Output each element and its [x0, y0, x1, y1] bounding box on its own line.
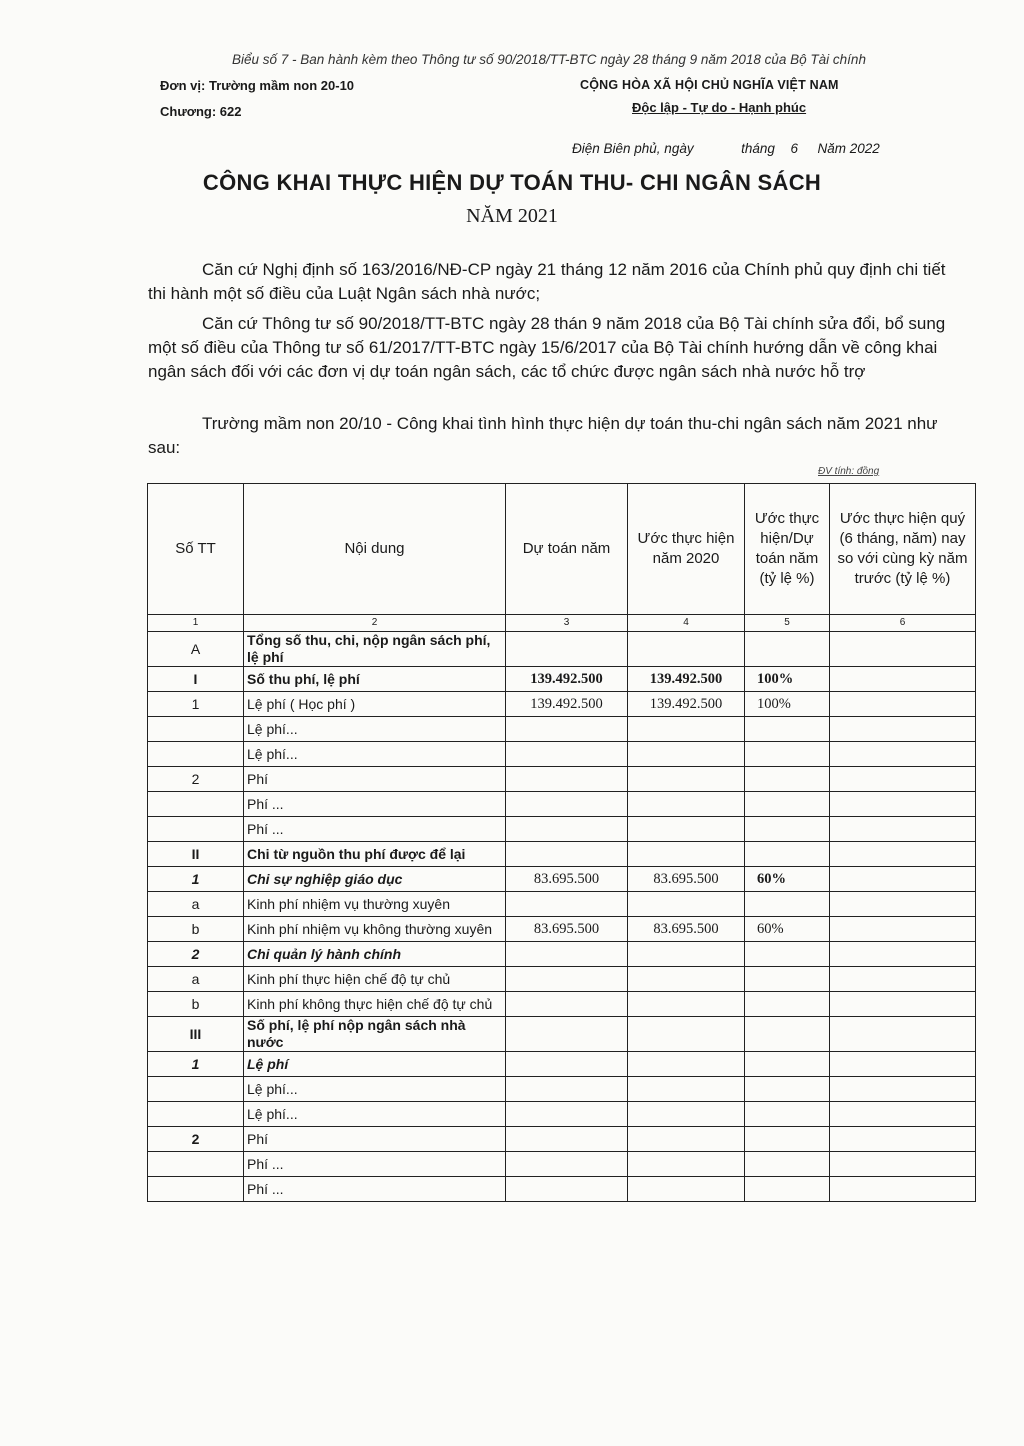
row-actual — [628, 967, 745, 992]
row-content: Tổng số thu, chi, nộp ngân sách phí, lệ phí — [244, 632, 506, 667]
row-content: Số phí, lệ phí nộp ngân sách nhà nước — [244, 1017, 506, 1052]
row-ratio: 60% — [745, 917, 830, 942]
row-estimate — [506, 1017, 628, 1052]
row-compare — [830, 1077, 976, 1102]
row-ratio — [745, 632, 830, 667]
row-estimate — [506, 1102, 628, 1127]
table-row — [148, 632, 976, 667]
row-ratio — [745, 942, 830, 967]
column-index-row — [148, 615, 976, 632]
table-row — [148, 967, 976, 992]
row-estimate — [506, 842, 628, 867]
row-compare — [830, 717, 976, 742]
row-content: Kinh phí thực hiện chế độ tự chủ — [244, 967, 506, 992]
row-ratio — [745, 1017, 830, 1052]
row-estimate: 83.695.500 — [506, 867, 628, 892]
header-actual: Ước thực hiện năm 2020 — [628, 484, 745, 615]
index-cell: 5 — [745, 615, 830, 632]
row-ratio — [745, 992, 830, 1017]
row-compare — [830, 1017, 976, 1052]
row-content: Chi quản lý hành chính — [244, 942, 506, 967]
row-compare — [830, 992, 976, 1017]
national-motto: Độc lập - Tự do - Hạnh phúc — [632, 100, 807, 115]
row-ratio — [745, 1077, 830, 1102]
row-stt — [148, 1152, 244, 1177]
header-ratio: Ước thực hiện/Dự toán năm (tỷ lệ %) — [745, 484, 830, 615]
row-content: Phí ... — [244, 792, 506, 817]
table-row — [148, 892, 976, 917]
row-content: Chi từ nguồn thu phí được để lại — [244, 842, 506, 867]
table-row — [148, 1102, 976, 1127]
row-stt — [148, 817, 244, 842]
table-row — [148, 942, 976, 967]
row-stt — [148, 742, 244, 767]
row-compare — [830, 667, 976, 692]
table-row — [148, 1017, 976, 1052]
row-ratio — [745, 892, 830, 917]
budget-table — [147, 483, 976, 1202]
row-actual: 139.492.500 — [628, 667, 745, 692]
row-content: Phí ... — [244, 1177, 506, 1202]
row-actual — [628, 1177, 745, 1202]
row-content: Phí — [244, 767, 506, 792]
row-stt — [148, 1077, 244, 1102]
row-compare — [830, 1127, 976, 1152]
date-year: Năm 2022 — [817, 141, 880, 156]
header-stt: Số TT — [148, 484, 244, 615]
row-actual — [628, 942, 745, 967]
table-row — [148, 1127, 976, 1152]
row-estimate — [506, 632, 628, 667]
row-estimate — [506, 1127, 628, 1152]
row-ratio — [745, 1102, 830, 1127]
row-estimate: 83.695.500 — [506, 917, 628, 942]
row-actual — [628, 717, 745, 742]
index-cell: 2 — [244, 615, 506, 632]
row-actual — [628, 742, 745, 767]
table-row — [148, 817, 976, 842]
row-compare — [830, 1052, 976, 1077]
row-stt — [148, 717, 244, 742]
table-row — [148, 792, 976, 817]
row-content: Phí ... — [244, 1152, 506, 1177]
row-ratio — [745, 717, 830, 742]
row-stt: 1 — [148, 1052, 244, 1077]
row-content: Phí ... — [244, 817, 506, 842]
row-ratio — [745, 792, 830, 817]
date-month-label: tháng — [741, 141, 775, 156]
row-ratio — [745, 742, 830, 767]
header-estimate: Dự toán năm — [506, 484, 628, 615]
legal-basis-2: Căn cứ Thông tư số 90/2018/TT-BTC ngày 28 thán 9 năm 2018 của Bộ Tài chính sửa đổi, bổ sung một số điều của Thông tư số 61/2017/TT-BTC ngày 15/6/2017 của Bộ Tài chính hướng dẫn về công khai ngân sách đối với các đơn vị dự toán ngân sách, các tổ chức được ngân sách nhà nước hỗ trợ — [148, 314, 946, 381]
index-cell: 1 — [148, 615, 244, 632]
row-content: Phí — [244, 1127, 506, 1152]
row-compare — [830, 692, 976, 717]
header-content: Nội dung — [244, 484, 506, 615]
table-row — [148, 1177, 976, 1202]
row-compare — [830, 1152, 976, 1177]
table-row — [148, 692, 976, 717]
row-compare — [830, 892, 976, 917]
row-actual — [628, 992, 745, 1017]
row-estimate — [506, 1177, 628, 1202]
row-compare — [830, 767, 976, 792]
legal-basis-1: Căn cứ Nghị định số 163/2016/NĐ-CP ngày 21 tháng 12 năm 2016 của Chính phủ quy định chi tiết thi hành một số điều của Luật Ngân sách nhà nước; — [148, 260, 946, 303]
row-estimate — [506, 1052, 628, 1077]
row-estimate — [506, 817, 628, 842]
row-content: Lệ phí... — [244, 717, 506, 742]
page-title: CÔNG KHAI THỰC HIỆN DỰ TOÁN THU- CHI NGÂN SÁCH — [202, 170, 822, 195]
form-reference-note: Biểu số 7 - Ban hành kèm theo Thông tư số 90/2018/TT-BTC ngày 28 tháng 9 năm 2018 của Bộ Tài chính — [232, 52, 866, 67]
row-stt: I — [148, 667, 244, 692]
row-estimate — [506, 717, 628, 742]
row-ratio — [745, 1152, 830, 1177]
row-ratio: 100% — [745, 667, 830, 692]
row-compare — [830, 742, 976, 767]
row-stt: 1 — [148, 867, 244, 892]
row-ratio — [745, 842, 830, 867]
row-ratio: 60% — [745, 867, 830, 892]
row-content: Kinh phí nhiệm vụ không thường xuyên — [244, 917, 506, 942]
row-ratio — [745, 817, 830, 842]
row-content: Lệ phí ( Học phí ) — [244, 692, 506, 717]
row-stt: b — [148, 992, 244, 1017]
row-actual — [628, 892, 745, 917]
row-content: Lệ phí... — [244, 1102, 506, 1127]
row-compare — [830, 792, 976, 817]
index-cell: 6 — [830, 615, 976, 632]
row-content: Lệ phí... — [244, 742, 506, 767]
row-estimate — [506, 1152, 628, 1177]
row-ratio — [745, 967, 830, 992]
table-body — [148, 632, 976, 1202]
row-estimate: 139.492.500 — [506, 667, 628, 692]
table-row — [148, 917, 976, 942]
row-stt: 2 — [148, 1127, 244, 1152]
row-stt: II — [148, 842, 244, 867]
chapter-code: Chương: 622 — [160, 104, 242, 119]
row-actual — [628, 1017, 745, 1052]
currency-unit-note: ĐV tính: đồng — [818, 466, 880, 477]
row-actual — [628, 842, 745, 867]
row-content: Số thu phí, lệ phí — [244, 667, 506, 692]
national-title: CỘNG HÒA XÃ HỘI CHỦ NGHĨA VIỆT NAM — [580, 78, 839, 92]
header-compare: Ước thực hiện quý (6 tháng, năm) nay so với cùng kỳ năm trước (tỷ lệ %) — [830, 484, 976, 615]
row-actual — [628, 767, 745, 792]
row-compare — [830, 917, 976, 942]
row-stt: 1 — [148, 692, 244, 717]
row-actual — [628, 632, 745, 667]
row-ratio — [745, 1177, 830, 1202]
table-row — [148, 767, 976, 792]
row-estimate — [506, 942, 628, 967]
row-estimate — [506, 767, 628, 792]
row-actual — [628, 1152, 745, 1177]
row-estimate — [506, 742, 628, 767]
table-row — [148, 1052, 976, 1077]
row-actual — [628, 1052, 745, 1077]
row-actual — [628, 792, 745, 817]
table-row — [148, 1077, 976, 1102]
row-compare — [830, 817, 976, 842]
table-row — [148, 717, 976, 742]
row-actual: 83.695.500 — [628, 917, 745, 942]
row-stt: b — [148, 917, 244, 942]
row-estimate — [506, 792, 628, 817]
row-ratio: 100% — [745, 692, 830, 717]
row-content: Kinh phí nhiệm vụ thường xuyên — [244, 892, 506, 917]
table-row — [148, 842, 976, 867]
index-cell: 3 — [506, 615, 628, 632]
row-compare — [830, 967, 976, 992]
row-actual: 139.492.500 — [628, 692, 745, 717]
row-content: Lệ phí... — [244, 1077, 506, 1102]
dateline — [572, 141, 880, 156]
row-compare — [830, 842, 976, 867]
row-compare — [830, 867, 976, 892]
row-ratio — [745, 1052, 830, 1077]
row-estimate — [506, 892, 628, 917]
row-ratio — [745, 767, 830, 792]
date-place: Điện Biên phủ, ngày — [572, 141, 694, 156]
row-content: Chi sự nghiệp giáo dục — [244, 867, 506, 892]
row-stt: III — [148, 1017, 244, 1052]
row-stt: a — [148, 892, 244, 917]
row-stt: 2 — [148, 942, 244, 967]
row-compare — [830, 1177, 976, 1202]
row-estimate: 139.492.500 — [506, 692, 628, 717]
table-row — [148, 1152, 976, 1177]
table-row — [148, 667, 976, 692]
row-estimate — [506, 992, 628, 1017]
unit-name: Đơn vị: Trường mầm non 20-10 — [160, 78, 355, 93]
row-compare — [830, 942, 976, 967]
date-month: 6 — [790, 141, 798, 156]
row-actual — [628, 817, 745, 842]
table-row — [148, 992, 976, 1017]
row-content: Lệ phí — [244, 1052, 506, 1077]
row-estimate — [506, 967, 628, 992]
row-stt — [148, 792, 244, 817]
index-cell: 4 — [628, 615, 745, 632]
table-header-row — [148, 484, 976, 615]
table-row — [148, 742, 976, 767]
row-actual — [628, 1102, 745, 1127]
row-content: Kinh phí không thực hiện chế độ tự chủ — [244, 992, 506, 1017]
row-compare — [830, 1102, 976, 1127]
row-actual — [628, 1077, 745, 1102]
table-row — [148, 867, 976, 892]
row-stt — [148, 1102, 244, 1127]
row-stt: A — [148, 632, 244, 667]
row-estimate — [506, 1077, 628, 1102]
row-stt: 2 — [148, 767, 244, 792]
row-ratio — [745, 1127, 830, 1152]
page-subtitle: NĂM 2021 — [466, 205, 558, 227]
row-stt: a — [148, 967, 244, 992]
row-actual — [628, 1127, 745, 1152]
row-compare — [830, 632, 976, 667]
intro-statement: Trường mầm non 20/10 - Công khai tình hình thực hiện dự toán thu-chi ngân sách năm 2021 như sau: — [148, 414, 938, 457]
row-stt — [148, 1177, 244, 1202]
row-actual: 83.695.500 — [628, 867, 745, 892]
